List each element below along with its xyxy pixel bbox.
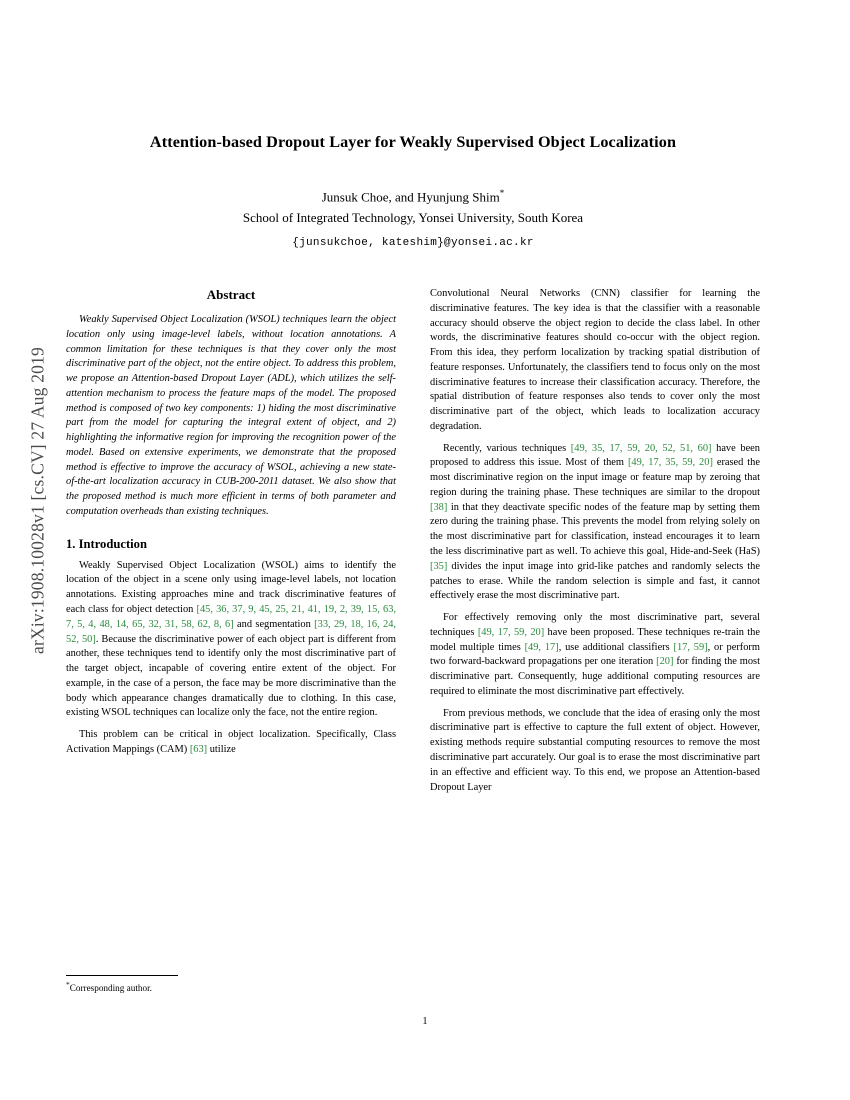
text-run: , use additional classifiers	[558, 641, 674, 653]
text-run: and segmentation	[233, 618, 315, 630]
section-gap	[66, 520, 396, 537]
author-footnote-marker: *	[499, 188, 505, 199]
citation-group[interactable]: [35]	[430, 560, 448, 572]
text-run: utilize	[207, 743, 236, 755]
text-run: erased the most discriminative region on the input image or feature map by zeroing that region during the training phase. These techniques are similar to the dropout	[430, 457, 760, 498]
author-list	[66, 187, 760, 207]
footnote-label: Corresponding author.	[69, 983, 152, 994]
author-email: {junsukchoe, kateshim}@yonsei.ac.kr	[292, 236, 534, 249]
citation-group[interactable]: [33, 29, 18, 16, 24, 52, 50]	[66, 618, 397, 645]
abstract-heading: Abstract	[206, 287, 256, 302]
author-names: Junsuk Choe, and Hyunjung Shim	[321, 189, 500, 205]
footnote-marker: *	[66, 980, 70, 989]
citation-group[interactable]: [49, 17, 35, 59, 20]	[627, 457, 713, 469]
text-run: have been proposed to address this issue. Most of them	[430, 442, 760, 469]
text-run: Recently, various techniques	[443, 442, 571, 454]
footnote-text	[66, 980, 396, 995]
citation-group[interactable]: [49, 17]	[524, 641, 559, 653]
left-column	[66, 287, 396, 795]
right-paragraph-3	[430, 611, 760, 700]
citation-group[interactable]: [17, 59]	[673, 641, 708, 653]
affiliation: School of Integrated Technology, Yonsei University, South Korea	[242, 209, 584, 225]
citation-group[interactable]: [45, 36, 37, 9, 45, 25, 21, 41, 19, 2, 39, 15, 63, 7, 5, 4, 48, 14, 65, 32, 31, 58, 62, 8, 6]	[66, 604, 396, 630]
right-column	[430, 287, 760, 795]
text-run: have been proposed. These techniques re-train the model multiple times	[430, 626, 760, 653]
text-run: . Because the discriminative power of each object part is different from another, these techniques tend to identify only the most discriminative part of the target object, incapable of covering entire extent of the object. For example, in the case of a person, the face may be more discriminative than the body which appearance changes dramatically due to clothing. In this case, existing WSOL techniques can localize only the face, not the entire region.	[66, 633, 396, 719]
right-paragraph-2	[430, 442, 760, 604]
text-run: This problem can be critical in object localization. Specifically, Class Activation Mappings (CAM)	[66, 729, 396, 755]
text-run: divides the input image into grid-like patches and randomly selects the patches to erase. While the random selection is simple and fast, it cannot effectively erase the most discriminative part.	[430, 560, 760, 602]
footnote-rule	[66, 975, 178, 976]
text-run: in that they deactivate specific nodes of the feature map by setting them zero during the training phase. This prevents the model from relying solely on the most discriminative part for classification, instead encourages it to learn the less discriminative part as well. To achieve this goal, Hide-and-Seek (HaS)	[430, 501, 760, 558]
citation-group[interactable]: [49, 17, 59, 20]	[477, 626, 545, 638]
intro-paragraph-1	[66, 559, 396, 721]
right-paragraph-1: Convolutional Neural Networks (CNN) classifier for learning the discriminative features. The key idea is that the classifier with a reasonable accuracy should observe the object region to decide the class label. In other words, the discriminative features should co-occur with the object region. From this idea, they perform localization by tracking spatial distribution of feature responses. Unfortunately, the classifiers tend to focus only on the most discriminative features to increase their classification accuracy. Therefore, the spatial distribution of feature responses also tends to cover only the most discriminative part of the object, which leads to localization accuracy degradation.	[430, 288, 760, 432]
citation-group[interactable]: [20]	[656, 656, 674, 668]
text-run: Weakly Supervised Object Localization (WSOL) aims to identify the location of the object in a scene only using image-level labels, not location annotations. Existing approaches mine and track discriminative features of each class for object detection	[66, 559, 396, 616]
text-run: , or perform two forward-backward propagations per one iteration	[430, 641, 760, 668]
body-columns	[66, 287, 760, 795]
section-heading-introduction: 1. Introduction	[66, 536, 147, 551]
citation-group[interactable]: [38]	[430, 501, 448, 513]
paper-header	[66, 132, 760, 249]
right-paragraph-4: From previous methods, we conclude that the idea of erasing only the most discriminative part is effective to capture the full extent of object. However, existing methods require substantial computing resources to remove the most discriminative part accurately. Our goal is to erase the most discriminative part in an effective and efficient way. To this end, we propose an Attention-based Dropout Layer	[430, 707, 760, 793]
text-run: For effectively removing only the most discriminative part, several techniques	[430, 612, 760, 638]
intro-paragraph-2	[66, 728, 396, 758]
arxiv-identifier-stamp: arXiv:1908.10028v1 [cs.CV] 27 Aug 2019	[27, 346, 48, 655]
page-number: 1	[422, 1016, 428, 1027]
footnote	[66, 975, 396, 995]
page-title: Attention-based Dropout Layer for Weakly Supervised Object Localization	[149, 133, 677, 151]
text-run: for finding the most discriminative part. Consequently, huge additional computing resources are required to eliminate the most discriminative part effectively.	[430, 656, 760, 697]
citation-group[interactable]: [49, 35, 17, 59, 20, 52, 51, 60]	[570, 442, 712, 454]
citation-group[interactable]: [63]	[189, 743, 208, 755]
abstract-text: Weakly Supervised Object Localization (WSOL) techniques learn the object location only using image-level labels, without location annotations. A common limitation for these techniques is that they cover only the most discriminative part of the object, not the entire object. To address this problem, we propose an Attention-based Dropout Layer (ADL), which utilizes the self-attention mechanism to process the feature maps of the model. The proposed method is composed of two key components: 1) hiding the most discriminative part from the model for capturing the integral extent of object, and 2) highlighting the informative region for improving the recognition power of the model. Based on extensive experiments, we demonstrate that the proposed method is effective to improve the accuracy of WSOL, achieving a new state-of-the-art localization accuracy in CUB-200-2011 dataset. We also show that the proposed method is much more efficient in terms of both parameter and computation overheads than existing techniques.	[66, 314, 396, 517]
